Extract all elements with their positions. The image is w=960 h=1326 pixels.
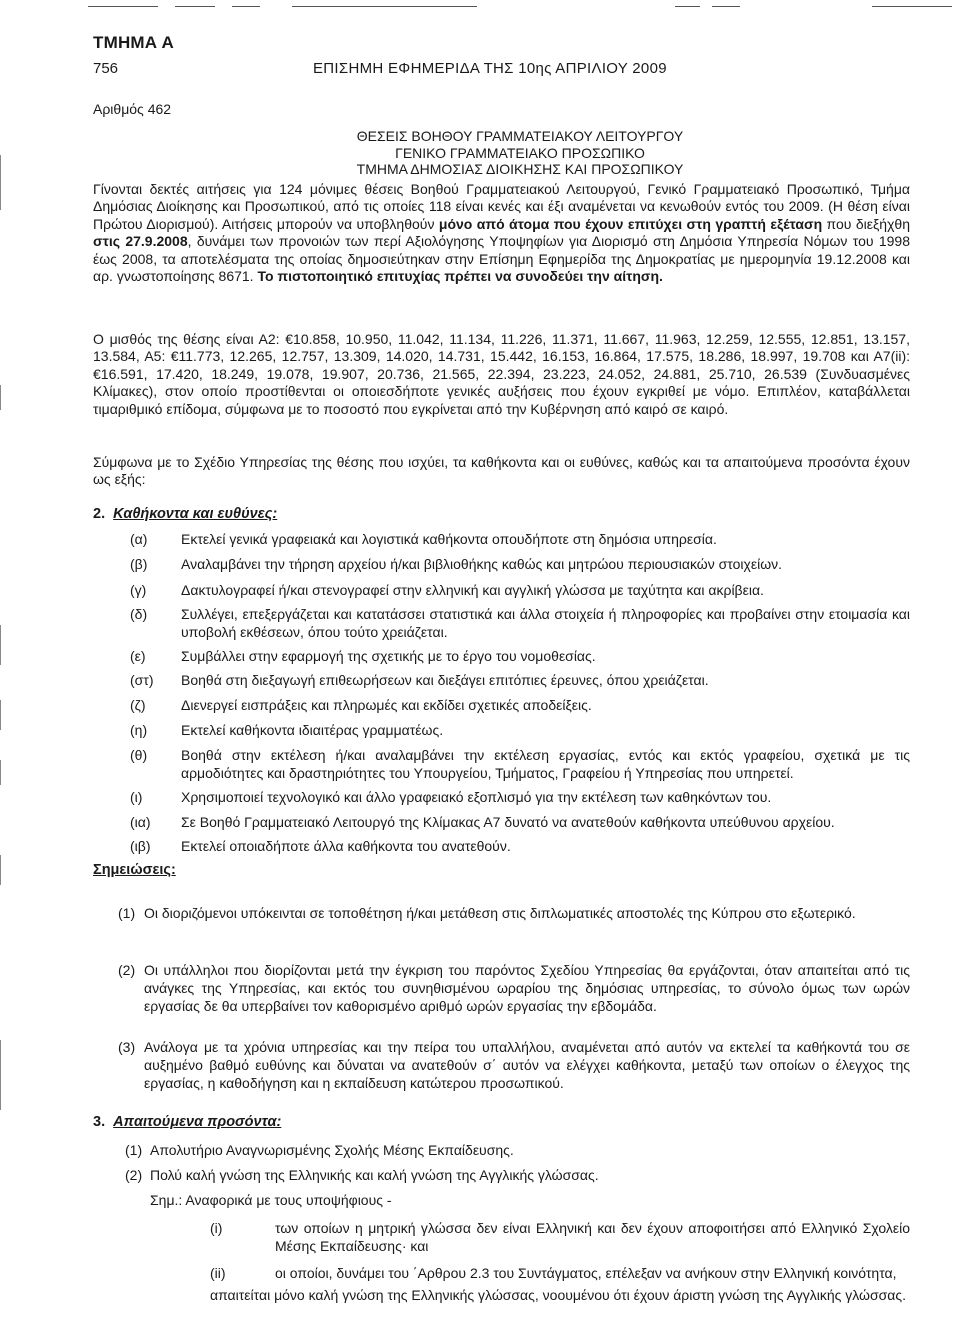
duty-text: Διενεργεί εισπράξεις και πληρωμές και εκδίδει σχετικές αποδείξεις. [181, 697, 592, 713]
duty-item [130, 606, 910, 642]
intro-text: που διεξήχθη [822, 215, 910, 232]
scan-mark [0, 760, 1, 785]
duty-text: Συμβάλλει στην εφαρμογή της σχετικής με το έργο του νομοθεσίας. [181, 648, 596, 664]
scan-mark [872, 6, 952, 7]
duty-text: Εκτελεί γενικά γραφειακά και λογιστικά καθήκοντα οπουδήποτε στη δημόσια υπηρεσία. [181, 531, 717, 547]
duty-item [130, 747, 910, 783]
scan-mark [0, 625, 1, 665]
duty-label: (α) [130, 531, 148, 547]
duty-label: (η) [130, 722, 148, 738]
duty-label: (δ) [130, 606, 148, 622]
requirement-text: Απολυτήριο Αναγνωρισμένης Σχολής Μέσης Εκπαίδευσης. [150, 1142, 514, 1158]
section-number: 2. [93, 506, 106, 522]
note-text: Οι υπάλληλοι που διορίζονται μετά την έγκριση του παρόντος Σχεδίου Υπηρεσίας θα εργάζονται, όταν απαιτείται από τις ανάγκες της Υπηρεσίας, και εκτός του συνηθισμένου ωραρίου της δημόσιας υπηρεσίας, το σύνολο όμως των ωρών εργασίας δε θα υπερβαίνει τον καθορισμένο αριθμό ωρών εργασίας την εβδομάδα. [144, 962, 910, 1014]
subitem-label: (i) [210, 1220, 223, 1236]
scan-mark [0, 1040, 1, 1110]
exam-date: στις 27.9.2008 [93, 233, 188, 250]
scan-mark [0, 700, 1, 730]
scan-mark [0, 155, 1, 210]
duty-item [130, 531, 910, 549]
subitem-text: οι οποίοι, δυνάμει του ΄Αρθρου 2.3 του Συντάγματος, επέλεξαν να ανήκουν στην Ελληνική κοινότητα, [275, 1265, 897, 1281]
note-label: (2) [118, 962, 136, 978]
scan-mark [232, 6, 260, 7]
duty-item [130, 582, 910, 600]
requirement-item [125, 1141, 910, 1159]
notes-title: Σημειώσεις: [93, 862, 176, 878]
requirement-text: Πολύ καλή γνώση της Ελληνικής και καλή γνώση της Αγγλικής γλώσσας. [150, 1167, 599, 1183]
requirement-label: (1) [125, 1142, 143, 1158]
note-item [118, 904, 910, 942]
requirement-closing: απαιτείται μόνο καλή γνώση της Ελληνικής γλώσσας, νοουμένου ότι έχουν άριστη γνώση της Αγγλικής γλώσσας. [210, 1287, 906, 1303]
section-heading: Απαιτούμενα προσόντα: [113, 1114, 282, 1130]
duty-item [130, 722, 910, 740]
duty-label: (ι) [130, 789, 143, 805]
duty-text: Βοηθά στη διεξαγωγή επιθεωρήσεων και διεξάγει επιτόπιες έρευνες, όπου χρειάζεται. [181, 672, 709, 688]
page-number: 756 [93, 60, 119, 77]
duty-text: Εκτελεί οποιαδήποτε άλλα καθήκοντα του ανατεθούν. [181, 838, 511, 854]
document-number: Αριθμός 462 [93, 101, 172, 117]
note-text: Οι διοριζόμενοι υπόκεινται σε τοποθέτηση ή/και μετάθεση στις διπλωματικές αποστολές της Κύπρου στο εξωτερικό. [144, 905, 856, 921]
duty-label: (ια) [130, 814, 151, 830]
duty-item [130, 672, 910, 690]
notice-heading [200, 128, 840, 178]
gazette-title: ΕΠΙΣΗΜΗ ΕΦΗΜΕΡΙΔΑ ΤΗΣ 10ης ΑΠΡΙΛΙΟΥ 2009 [313, 60, 667, 77]
duty-text: Εκτελεί καθήκοντα ιδιαιτέρας γραμματέως. [181, 722, 444, 738]
section-label: ΤΜΗΜΑ Α [93, 33, 175, 52]
duty-label: (στ) [130, 672, 154, 688]
intro-emphasis: μόνο από άτομα που έχουν επιτύχει στη γραπτή εξέταση [438, 215, 823, 232]
scan-mark [675, 6, 700, 7]
section-heading: Καθήκοντα και ευθύνες: [113, 506, 278, 522]
note-label: (3) [118, 1039, 136, 1055]
duty-item [130, 648, 910, 666]
intro-text: , δυνάμει των προνοιών των περί Αξιολόγησης Υποψηφίων για Διορισμό στη Δημόσια Υπηρεσία Νόμων του 1998 έως 2008, τα αποτελέσματα της οποίας δημοσιεύτηκαν στην Επίσημη Εφημερίδα της Δημοκρατίας με ημερομηνία 19.12.2008 και αρ. γνωστοποίησης 8671. [93, 233, 910, 285]
requirement-item [125, 1166, 910, 1184]
duty-label: (ζ) [130, 697, 146, 713]
duty-label: (β) [130, 556, 148, 572]
duty-label: (ιβ) [130, 838, 151, 854]
note-item [118, 961, 910, 1017]
duty-text: Αναλαμβάνει την τήρηση αρχείου ή/και βιβλιοθήκης καθώς και μητρώου περιουσιακών στοιχείων. [181, 556, 783, 572]
requirement-label: (2) [125, 1167, 143, 1183]
intro-paragraph [93, 181, 910, 285]
note-label: (1) [118, 905, 136, 921]
scan-mark [712, 6, 740, 7]
duty-text: Σε Βοηθό Γραμματειακό Λειτουργό της Κλίμακας Α7 δυνατό να ανατεθούν καθήκοντα υπεύθυνου αρχείου. [181, 814, 835, 830]
duty-text: Δακτυλογραφεί ή/και στενογραφεί στην ελληνική και αγγλική γλώσσα με ταχύτητα και ακρίβεια. [181, 582, 764, 598]
duty-label: (γ) [130, 582, 147, 598]
duties-title [93, 506, 277, 522]
heading-line: ΘΕΣΕΙΣ ΒΟΗΘΟΥ ΓΡΑΜΜΑΤΕΙΑΚΟΥ ΛΕΙΤΟΥΡΓΟΥ [356, 128, 684, 144]
requirement-subitem [210, 1219, 910, 1255]
salary-paragraph: Ο μισθός της θέσης είναι Α2: €10.858, 10.950, 11.042, 11.134, 11.226, 11.371, 11.667, 11.963, 12.259, 12.555, 12.851, 13.157, 13.584, Α5: €11.773, 12.265, 12.757, 13.309, 14.020, 14.731, 15.442, 16.153, 16.864, 17.575, 18.286, 18.997, 19.708 και Α7(ii): €16.591, 17.420, 18.249, 19.078, 19.907, 20.736, 21.565, 22.394, 23.223, 24.052, 24.881, 25.710, 26.539 (Συνδυασμένες Κλίμακες), στον οποίο προστίθενται οι οποιεσδήποτε γενικές αυξήσεις που έχουν εγκριθεί με νόμο. Επιπλέον, καταβάλλεται τιμαριθμικό επίδομα, σύμφωνα με το ποσοστό που εγκρίνεται από την Κυβέρνηση από καιρό σε καιρό. [93, 331, 910, 417]
subitem-text: των οποίων η μητρική γλώσσα δεν είναι Ελληνική και δεν έχουν αποφοιτήσει από Ελληνικό Σχολείο Μέσης Εκπαίδευσης· και [275, 1220, 910, 1254]
note-item [118, 1038, 910, 1094]
note-text: Ανάλογα με τα χρόνια υπηρεσίας και την πείρα του υπαλλήλου, αναμένεται από αυτόν να εκτελεί τα καθήκοντά του σε αυξημένο βαθμό ευθύνης και δύναται να ανατεθούν σ΄ αυτόν να ελέγχει καθήκοντα, μεταξύ των οποίων ο έλεγχος της εργασίας, η καθοδήγηση και η εκπαίδευση κατώτερου προσωπικού. [144, 1039, 910, 1091]
scan-mark [0, 385, 1, 410]
heading-line: ΓΕΝΙΚΟ ΓΡΑΜΜΑΤΕΙΑΚΟ ΠΡΟΣΩΠΙΚΟ [395, 144, 645, 161]
intro-text: Γίνονται δεκτές αιτήσεις για 124 μόνιμες θέσεις Βοηθού Γραμματειακού Λειτουργού, Γενικό Γραμματειακό Προσωπικό, Τμήμα Δημόσιας Διοίκησης και Προσωπικού, από τις οποίες 118 είναι κενές και έξι αναμένεται να κενωθούν εντός του 2009. (Η θέση είναι Πρώτου Διορισμού). Αιτήσεις μπορούν να υποβληθούν [93, 181, 910, 232]
certificate-requirement: Το πιστοποιητικό επιτυχίας πρέπει να συνοδεύει την αίτηση. [257, 268, 663, 285]
scheme-paragraph: Σύμφωνα με το Σχέδιο Υπηρεσίας της θέσης που ισχύει, τα καθήκοντα και οι ευθύνες, καθώς και τα απαιτούμενα προσόντα έχουν ως εξής: [93, 454, 910, 488]
scan-mark [292, 6, 477, 7]
duty-text: Χρησιμοποιεί τεχνολογικό και άλλο γραφειακό εξοπλισμό για την εκτέλεση των καθηκόντων του. [181, 789, 772, 805]
subitem-label: (ii) [210, 1265, 226, 1281]
duty-item [130, 838, 910, 856]
requirements-title [93, 1114, 281, 1130]
requirement-note: Σημ.: Αναφορικά με τους υποψήφιους - [150, 1192, 392, 1208]
duty-label: (ε) [130, 648, 146, 664]
duty-item [130, 556, 910, 574]
section-number: 3. [93, 1114, 106, 1130]
duty-text: Συλλέγει, επεξεργάζεται και κατατάσσει στατιστικά και άλλα στοιχεία ή πληροφορίες και προβαίνει στην ετοιμασία και υποβολή εκθέσεων, όπου τούτο χρειάζεται. [181, 606, 910, 640]
heading-line: ΤΜΗΜΑ ΔΗΜΟΣΙΑΣ ΔΙΟΙΚΗΣΗΣ ΚΑΙ ΠΡΟΣΩΠΙΚΟΥ [356, 161, 684, 178]
duty-item [130, 814, 910, 832]
scan-mark [88, 6, 158, 7]
duty-text: Βοηθά στην εκτέλεση ή/και αναλαμβάνει την εκτέλεση εργασίας, εντός και εκτός γραφείου, σχετικά με τις αρμοδιότητες και δραστηριότητες του Υπουργείου, Τμήματος, Γραφείου ή Υπηρεσίας που υπηρετεί. [181, 747, 910, 781]
scan-mark [175, 6, 215, 7]
duty-item [130, 697, 910, 715]
duty-item [130, 789, 910, 807]
duty-label: (θ) [130, 747, 148, 763]
scan-mark [0, 855, 1, 885]
